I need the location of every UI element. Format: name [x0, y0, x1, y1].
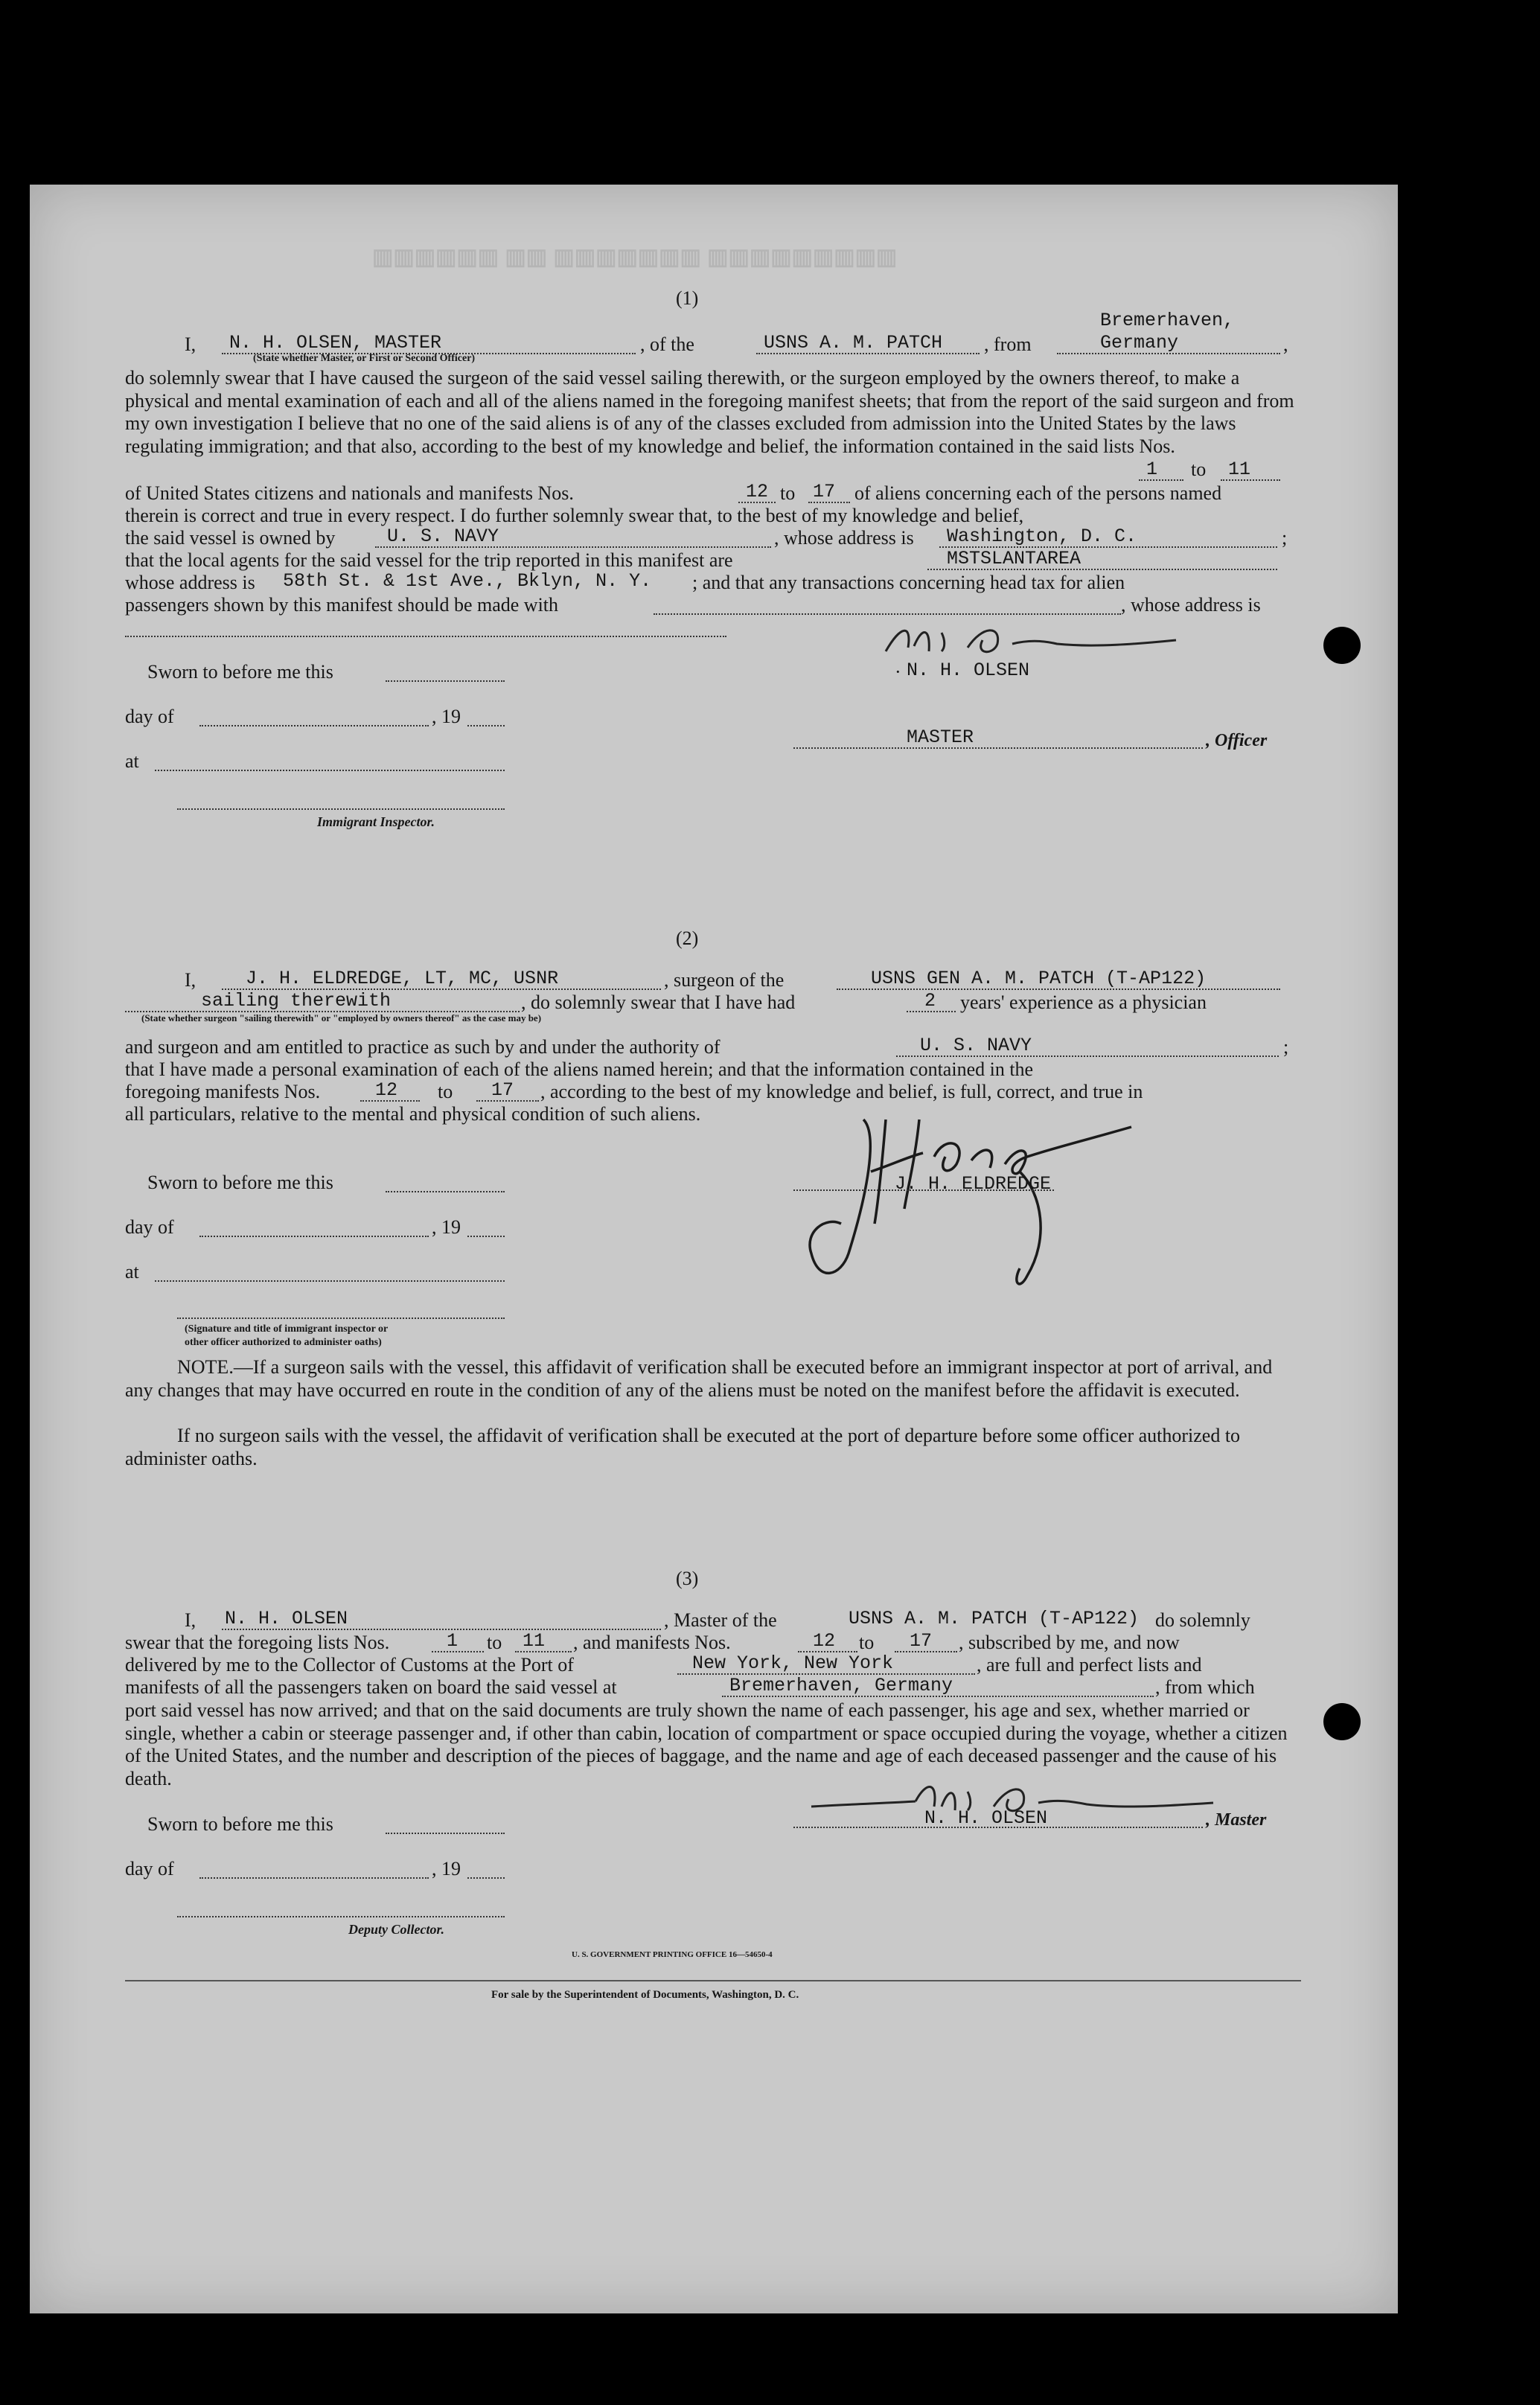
section-3-body: port said vessel has now arrived; and that on the said documents are truly shown the name of each passenger, his age and sex, whether married or single, whether a cabin or steerage passenger and, if other than cabin, location of compartment or space occupied during the voyage, whether a citizen of the United States, and the number and description of the pieces of baggage, and the name and age of each deceased passenger and the cause of his death. [125, 1699, 1288, 1789]
s1-passengers: passengers shown by this manifest should be made with [125, 594, 559, 616]
officer-label: , Officer [1206, 731, 1268, 750]
manifests-to: 17 [813, 481, 836, 502]
s2-solemnly: , do solemnly swear that I have had [521, 991, 796, 1013]
s3-master-name: N. H. OLSEN [225, 1608, 348, 1629]
s1-to-word-a: to [1191, 459, 1207, 480]
section-1-heading: (1) [676, 287, 699, 309]
signer-title: MASTER [907, 726, 974, 748]
departure-country: Germany [1100, 332, 1179, 354]
s1-comma: , [1283, 333, 1288, 355]
bleed-through-mark: ▥▥▥▥▥▥ ▥▥ ▥▥▥▥▥▥▥ ▥▥▥▥▥▥▥▥▥ [372, 245, 898, 269]
gpo-imprint: U. S. GOVERNMENT PRINTING OFFICE 16—54650-4 [572, 1950, 773, 1959]
s2-day-of: day of [125, 1216, 174, 1238]
footer-rule [125, 1980, 1301, 1981]
s2-foregoing: foregoing manifests Nos. [125, 1081, 321, 1102]
s1-citizens-a: of United States citizens and nationals and manifests Nos. [125, 482, 574, 504]
s1-owned-by: the said vessel is owned by [125, 527, 336, 549]
s3-lists-from: 1 [447, 1630, 459, 1652]
s1-sworn: Sworn to before me this [147, 661, 333, 683]
departure-city: Bremerhaven, [1100, 310, 1235, 331]
eldredge-signature [796, 1105, 1213, 1306]
s2-full-correct: , according to the best of my knowledge and belief, is full, correct, and true in [540, 1081, 1143, 1102]
s3-master-of: , Master of the [664, 1609, 777, 1631]
section-3-signer: N. H. OLSEN [924, 1807, 1048, 1829]
s1-from: , from [984, 333, 1032, 355]
s1-dot-mark: · [895, 661, 901, 683]
master-label: , Master [1206, 1810, 1267, 1830]
s3-manifests-nos: , and manifests Nos. [573, 1632, 731, 1653]
no-surgeon-note: If no surgeon sails with the vessel, the affidavit of verification shall be executed at the port of departure before some officer authorized to administer oaths. [125, 1425, 1241, 1469]
s2-to-word: to [438, 1081, 453, 1102]
manifests-from: 12 [746, 481, 769, 502]
s1-headtax: ; and that any transactions concerning head tax for alien [692, 572, 1125, 593]
lists-to: 11 [1228, 459, 1251, 480]
s3-lists-nos: swear that the foregoing lists Nos. [125, 1632, 390, 1653]
s1-label-i: I, [185, 333, 197, 355]
s2-label-i: I, [185, 969, 197, 991]
lists-from: 1 [1146, 459, 1158, 480]
s3-sworn: Sworn to before me this [147, 1813, 333, 1835]
s2-surgeon-of: , surgeon of the [664, 969, 785, 991]
embarkation-port: Bremerhaven, Germany [729, 1675, 953, 1696]
s3-label-i: I, [185, 1609, 197, 1631]
s2-manifests-to: 17 [491, 1079, 514, 1101]
s1-of-the: , of the [640, 333, 694, 355]
s1-whose-address-c: , whose address is [1121, 594, 1261, 616]
sale-notice: For sale by the Superintendent of Documents, Washington, D. C. [491, 1989, 799, 2001]
s2-sig-caption-2: other officer authorized to administer oaths) [185, 1337, 382, 1348]
section-3-heading: (3) [676, 1568, 699, 1589]
surgeon-note: NOTE.—If a surgeon sails with the vessel, this affidavit of verification shall be executed before an immigrant inspector at port of arrival, and any changes that may have occurred en route in the condition of any of the aliens must be noted on the manifest before the affidavit is executed. [125, 1356, 1273, 1401]
s1-correct-line: therein is correct and true in every respect. I do further solemnly swear that, to the best of my knowledge and belief, [125, 505, 1024, 526]
s2-at: at [125, 1261, 139, 1283]
s1-day-of: day of [125, 706, 174, 727]
master-name: N. H. OLSEN, MASTER [229, 332, 442, 354]
s1-whose-address-b: whose address is [125, 572, 255, 593]
s2-semicolon: ; [1283, 1036, 1289, 1058]
s3-full-perfect: , are full and perfect lists and [977, 1654, 1202, 1676]
master-caption: (State whether Master, or First or Second Officer) [253, 353, 476, 364]
section-1-body: do solemnly swear that I have caused the surgeon of the said vessel sailing therewith, or the surgeon employed by the owners thereof, to make a physical and mental examination of each and all of the aliens named in the foregoing manifest sheets; that from the report of the said surgeon and from my own investigation I believe that no one of the said aliens is of any of the classes excluded from admission into the United States by the laws regulating immigration; and that also, according to the best of my knowledge and belief, the information contained in the said lists Nos. [125, 367, 1294, 457]
s1-agents: that the local agents for the said vessel for the trip reported in this manifest are [125, 549, 733, 571]
s2-year: , 19 [432, 1216, 461, 1238]
owner-address: Washington, D. C. [947, 526, 1137, 547]
local-agents: MSTSLANTAREA [947, 548, 1081, 569]
s3-to-word-a: to [487, 1632, 502, 1653]
s1-semicolon: ; [1282, 527, 1288, 549]
s2-sworn: Sworn to before me this [147, 1172, 333, 1193]
s3-delivered: delivered by me to the Collector of Customs at the Port of [125, 1654, 574, 1676]
s2-sig-caption-1: (Signature and title of immigrant inspector or [185, 1323, 389, 1335]
immigrant-inspector-label: Immigrant Inspector. [317, 814, 435, 829]
s3-day-of: day of [125, 1858, 174, 1879]
surgeon-caption: (State whether surgeon "sailing therewith" or "employed by owners thereof" as the case may be) [141, 1012, 542, 1023]
s1-to-word-b: to [780, 482, 796, 504]
years-experience: 2 [924, 990, 936, 1012]
s3-from-which: , from which [1155, 1676, 1255, 1698]
s3-year: , 19 [432, 1858, 461, 1879]
agents-address: 58th St. & 1st Ave., Bklyn, N. Y. [283, 570, 652, 592]
section-2-signer: J. H. ELDREDGE [895, 1173, 1052, 1195]
s1-citizens-b: of aliens concerning each of the persons named [854, 482, 1222, 504]
s3-subscribed: , subscribed by me, and now [959, 1632, 1180, 1653]
s2-particulars: all particulars, relative to the mental and physical condition of such aliens. [125, 1103, 701, 1125]
s2-authority-line: and surgeon and am entitled to practice as such by and under the authority of [125, 1036, 721, 1058]
s3-vessel-name: USNS A. M. PATCH (T-AP122) [849, 1608, 1140, 1629]
surgeon-vessel-name: USNS GEN A. M. PATCH (T-AP122) [871, 968, 1207, 989]
vessel-owner: U. S. NAVY [387, 526, 499, 547]
punch-hole-top [1323, 627, 1361, 664]
s1-year: , 19 [432, 706, 461, 727]
document-page [30, 185, 1398, 2313]
s3-lists-to: 11 [523, 1630, 546, 1652]
s2-years-text: years' experience as a physician [960, 991, 1207, 1013]
vessel-name: USNS A. M. PATCH [764, 332, 943, 354]
section-1-signer: N. H. OLSEN [907, 659, 1030, 681]
s2-manifests-from: 12 [375, 1079, 398, 1101]
s3-manifests-to: 17 [910, 1630, 933, 1652]
s2-examination-line: that I have made a personal examination of each of the aliens named herein; and that the information contained in the [125, 1058, 1034, 1080]
s3-manifests-from: 12 [813, 1630, 836, 1652]
s3-do-solemnly: do solemnly [1155, 1609, 1250, 1631]
s3-taken-on-board: manifests of all the passengers taken on board the said vessel at [125, 1676, 617, 1698]
s3-to-word-b: to [859, 1632, 875, 1653]
surgeon-name: J. H. ELDREDGE, LT, MC, USNR [246, 968, 559, 989]
arrival-port: New York, New York [692, 1652, 894, 1674]
section-2-heading: (2) [676, 927, 699, 949]
s1-whose-address-a: , whose address is [774, 527, 914, 549]
punch-hole-bottom [1323, 1703, 1361, 1740]
sailing-status: sailing therewith [201, 990, 392, 1012]
practice-authority: U. S. NAVY [920, 1035, 1032, 1056]
deputy-collector-label: Deputy Collector. [348, 1922, 444, 1937]
s1-at: at [125, 750, 139, 772]
